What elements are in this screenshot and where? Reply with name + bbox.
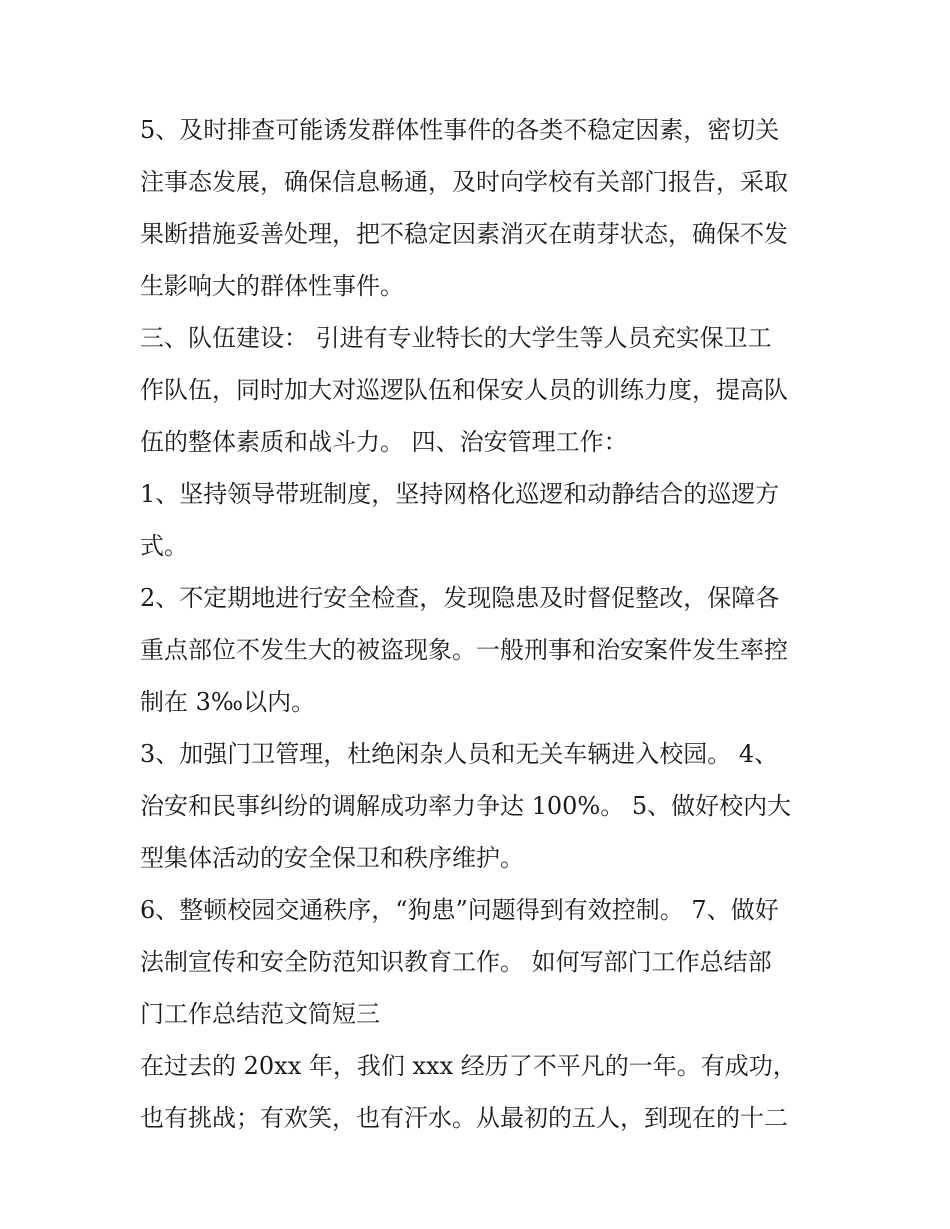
text-line-20: 也有挑战；有欢笑，也有汗水。从最初的五人，到现在的十二: [140, 1104, 788, 1132]
text-line-14: 治安和民事纠纷的调解成功率力争达 100%。 5、做好校内大: [140, 792, 792, 820]
text-line-15: 型集体活动的安全保卫和秩序维护。: [140, 844, 524, 872]
text-line-18: 门工作总结范文简短三: [140, 1000, 380, 1028]
body-text: [140, 104, 820, 1144]
text-line-6: 作队伍，同时加大对巡逻队伍和保安人员的训练力度，提高队: [140, 376, 788, 404]
text-line-2: 注事态发展，确保信息畅通，及时向学校有关部门报告，采取: [140, 168, 788, 196]
text-line-10: 2、不定期地进行安全检查，发现隐患及时督促整改，保障各: [140, 584, 780, 612]
text-line-5: 三、队伍建设： 引进有专业特长的大学生等人员充实保卫工: [140, 324, 772, 352]
text-line-8: 1、坚持领导带班制度，坚持网格化巡逻和动静结合的巡逻方: [140, 480, 780, 508]
text-line-11: 重点部位不发生大的被盗现象。一般刑事和治安案件发生率控: [140, 636, 788, 664]
text-line-7: 伍的整体素质和战斗力。 四、治安管理工作：: [140, 428, 628, 456]
text-line-4: 生影响大的群体性事件。: [140, 272, 404, 300]
text-line-12: 制在 3‰以内。: [140, 688, 316, 716]
text-line-19: 在过去的 20xx 年，我们 xxx 经历了不平凡的一年。有成功，: [140, 1052, 797, 1080]
text-line-13: 3、加强门卫管理，杜绝闲杂人员和无关车辆进入校园。 4、: [140, 740, 779, 768]
text-line-16: 6、整顿校园交通秩序，“狗患”问题得到有效控制。 7、做好: [140, 896, 779, 924]
text-line-9: 式。: [140, 532, 188, 560]
text-line-3: 果断措施妥善处理，把不稳定因素消灭在萌芽状态，确保不发: [140, 220, 788, 248]
text-line-17: 法制宣传和安全防范知识教育工作。 如何写部门工作总结部: [140, 948, 772, 976]
text-line-1: 5、及时排查可能诱发群体性事件的各类不稳定因素，密切关: [140, 116, 780, 144]
